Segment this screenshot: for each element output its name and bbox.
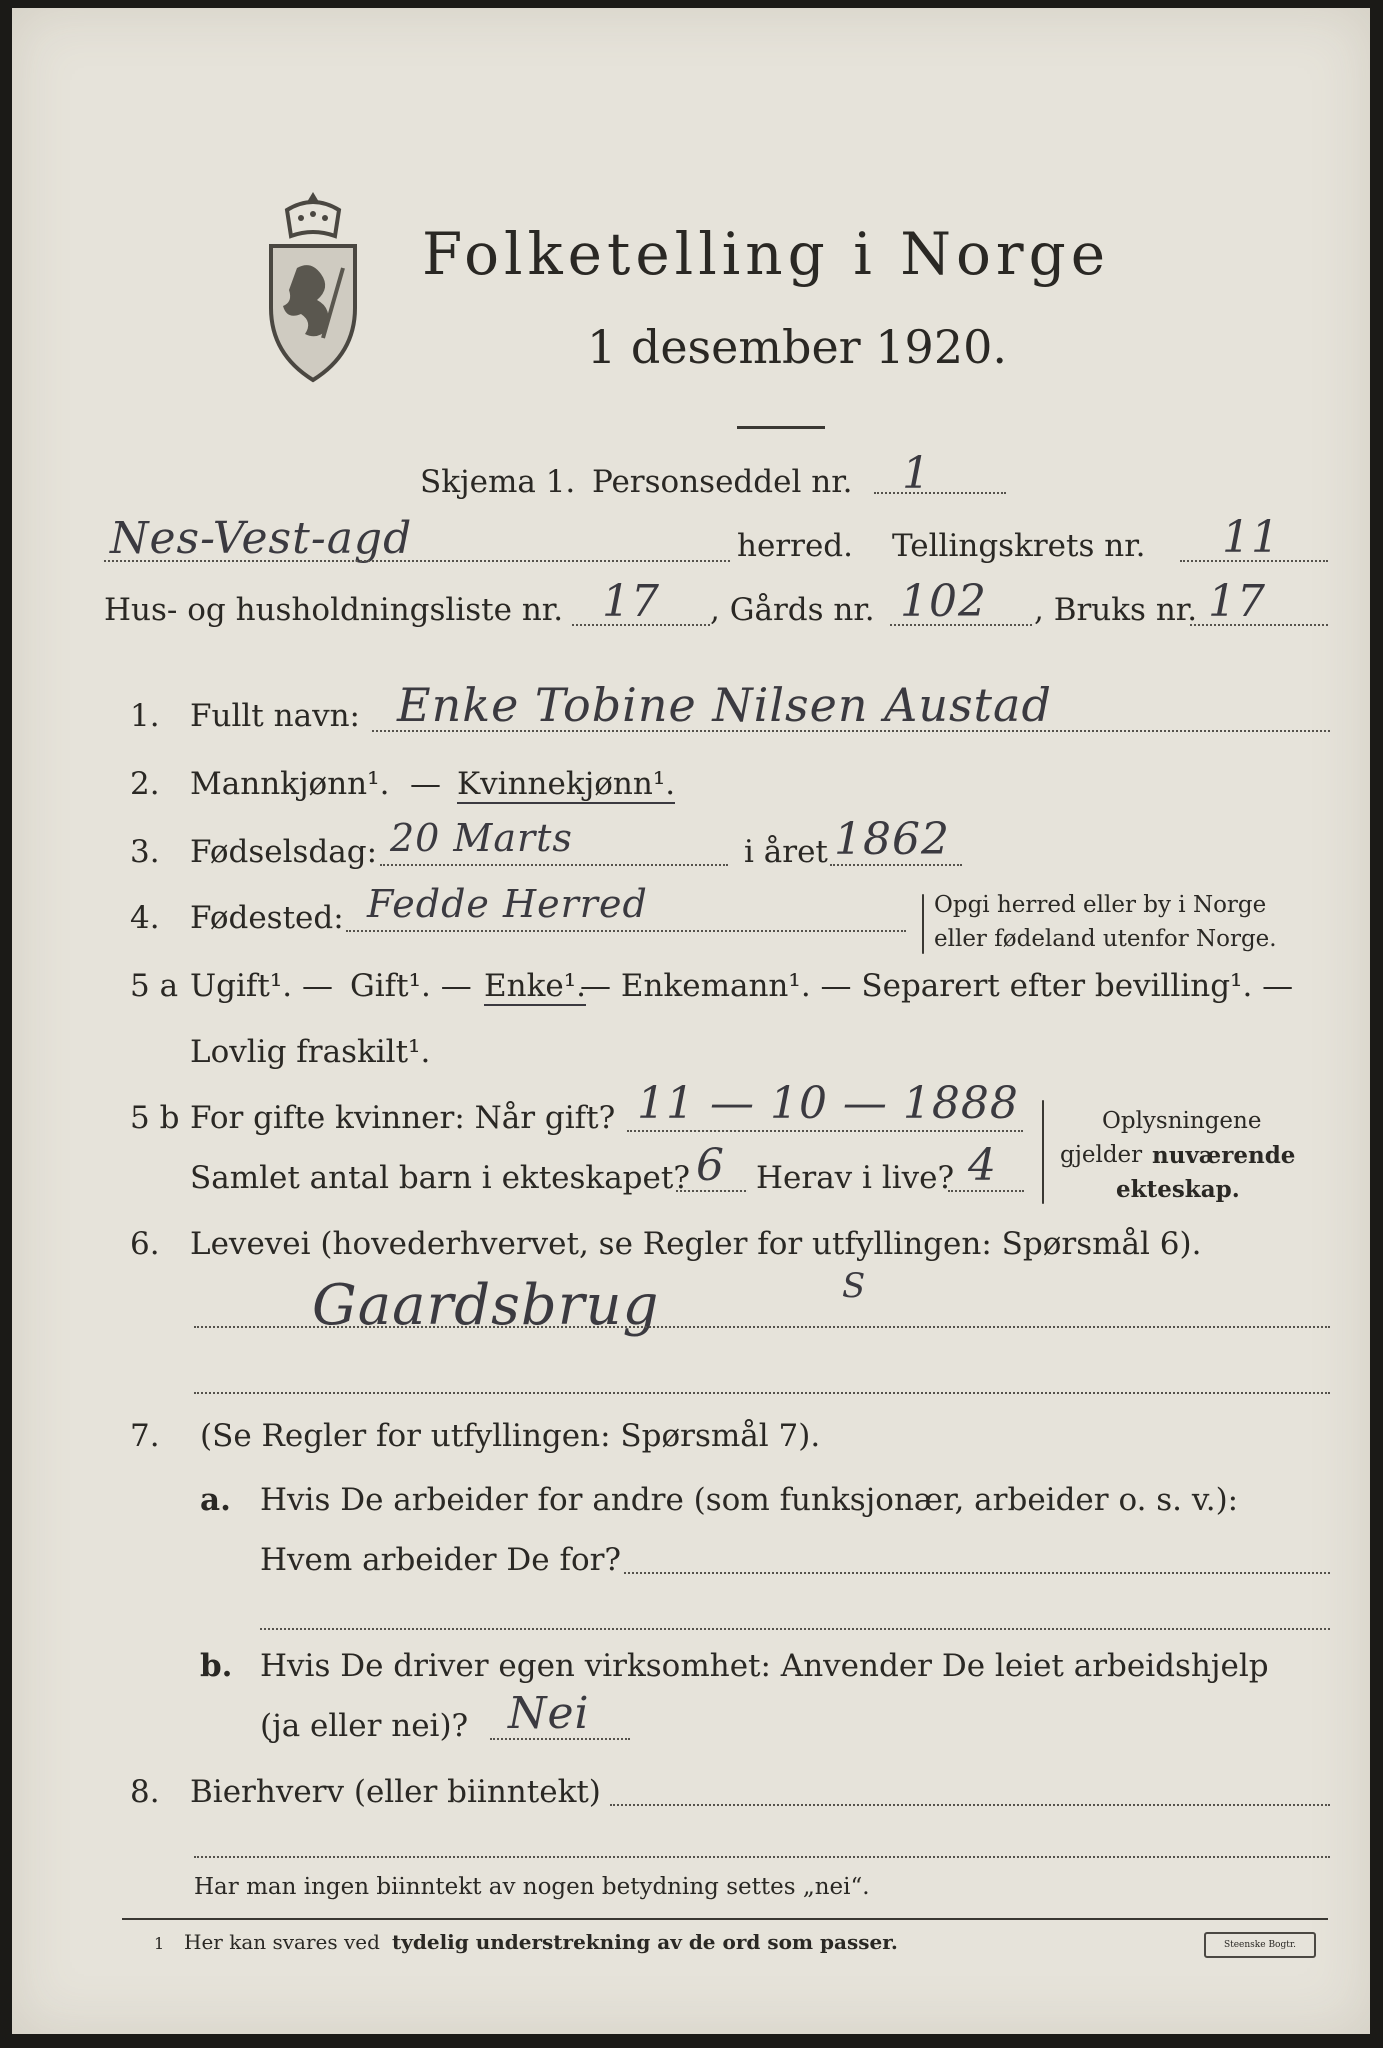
q5b-value: 11 — 10 — 1888 (637, 1078, 1019, 1129)
q8-note: Har man ingen biinntekt av nogen betydning settes „nei“. (194, 1874, 870, 1900)
q6-line-2 (194, 1392, 1330, 1394)
q7a-text2: Hvem arbeider De for? (260, 1542, 622, 1578)
q2-sep: — (410, 766, 441, 802)
bruks-label: , Bruks nr. (1034, 592, 1198, 628)
q5b-brace (1042, 1100, 1044, 1204)
title-divider (737, 426, 825, 429)
q5b-note-2a: gjelder (1060, 1142, 1143, 1168)
q5a-ugift: Ugift¹. — (190, 968, 333, 1004)
husliste-label: Hus- og husholdningsliste nr. (104, 592, 564, 628)
q8-line-2 (194, 1856, 1330, 1858)
footnote-bold: tydelig understrekning av de ord som passer. (392, 1930, 898, 1954)
q5b-note-2b: nuværende (1152, 1142, 1296, 1169)
q7-label: (Se Regler for utfyllingen: Spørsmål 7). (200, 1418, 821, 1454)
tellingskrets-value: 11 (1222, 512, 1280, 563)
gards-label: , Gårds nr. (710, 592, 875, 628)
q7a-letter: a. (200, 1482, 231, 1518)
herred-label: herred. (737, 528, 853, 564)
q1-value: Enke Tobine Nilsen Austad (397, 678, 1052, 732)
q3-year-label: i året (744, 834, 828, 870)
q5b-number: 5 b (130, 1100, 180, 1136)
q5a-gift: Gift¹. — (350, 968, 472, 1004)
personseddel-line (874, 492, 1006, 494)
q5b-label: For gifte kvinner: Når gift? (190, 1100, 616, 1136)
q5a-enke: Enke¹. (484, 968, 587, 1004)
herred-line (104, 560, 730, 562)
coat-of-arms-icon (257, 188, 369, 388)
q8-label: Bierhverv (eller biinntekt) (190, 1774, 601, 1810)
q6-line-1 (194, 1326, 1330, 1328)
gards-value: 102 (900, 576, 987, 627)
q7a-line-2 (260, 1628, 1330, 1630)
herred-value: Nes-Vest-agd (110, 513, 413, 564)
skjema-label: Skjema 1. (420, 464, 576, 500)
husliste-value: 17 (602, 576, 660, 627)
q4-note-2: eller fødeland utenfor Norge. (934, 926, 1277, 952)
q6-label: Levevei (hovederhvervet, se Regler for utfyllingen: Spørsmål 6). (190, 1226, 1202, 1262)
form-title: Folketelling i Norge (422, 220, 1111, 288)
q3-label: Fødselsdag: (190, 834, 378, 870)
q5b-live-label: Herav i live? (756, 1160, 955, 1196)
q3-line (380, 864, 728, 866)
q4-label: Fødested: (190, 900, 344, 936)
q4-note-1: Opgi herred eller by i Norge (934, 892, 1267, 918)
q7a-text: Hvis De arbeider for andre (som funksjonær, arbeider o. s. v.): (260, 1482, 1239, 1518)
tellingskrets-label: Tellingskrets nr. (892, 528, 1146, 564)
q5b-live-value: 4 (968, 1140, 997, 1191)
q2-mann: Mannkjønn¹. (190, 766, 390, 802)
q8-line-1 (610, 1804, 1330, 1806)
q5b-barn-value: 6 (696, 1140, 725, 1191)
footnote-mark: 1 (154, 1934, 165, 1953)
q5b-line (627, 1130, 1023, 1132)
q4-brace (922, 894, 924, 954)
q5a-number: 5 a (130, 968, 179, 1004)
personseddel-value: 1 (902, 448, 931, 499)
q6-mark: S (842, 1266, 867, 1306)
q4-value: Fedde Herred (367, 882, 648, 926)
q3-number: 3. (130, 834, 160, 870)
q6-value: Gaardsbrug (312, 1273, 660, 1338)
q2-number: 2. (130, 766, 160, 802)
q7b-letter: b. (200, 1648, 233, 1684)
form-date: 1 desember 1920. (587, 320, 1007, 374)
census-form-sheet (12, 8, 1370, 2034)
q5b-note-1: Oplysningene (1102, 1108, 1262, 1134)
personseddel-label: Personseddel nr. (592, 464, 853, 500)
q7b-value: Nei (508, 1688, 590, 1739)
q5b-barn-label: Samlet antal barn i ekteskapet? (190, 1160, 690, 1196)
q4-line (346, 930, 906, 932)
q7b-text: Hvis De driver egen virksomhet: Anvender De leiet arbeidshjelp (260, 1648, 1269, 1684)
q7a-line-1 (624, 1572, 1330, 1574)
q3-year-value: 1862 (834, 814, 950, 865)
q3-value: 20 Marts (390, 816, 573, 860)
q7b-text2: (ja eller nei)? (260, 1708, 469, 1744)
q5a-line2: Lovlig fraskilt¹. (190, 1034, 431, 1070)
q1-number: 1. (130, 698, 160, 734)
footer-divider (122, 1918, 1328, 1920)
footnote-text: Her kan svares ved (184, 1930, 380, 1954)
q4-number: 4. (130, 900, 160, 936)
q7-number: 7. (130, 1418, 160, 1454)
q8-number: 8. (130, 1774, 160, 1810)
q1-label: Fullt navn: (190, 698, 360, 734)
q5a-rest: — Enkemann¹. — Separert efter bevilling¹. — (580, 968, 1294, 1004)
q2-kvinne: Kvinnekjønn¹. (457, 766, 676, 802)
q5b-note-3: ekteskap. (1116, 1176, 1240, 1203)
bruks-value: 17 (1208, 576, 1266, 627)
printer-stamp: Steenske Bogtr. (1204, 1932, 1316, 1958)
q6-number: 6. (130, 1226, 160, 1262)
